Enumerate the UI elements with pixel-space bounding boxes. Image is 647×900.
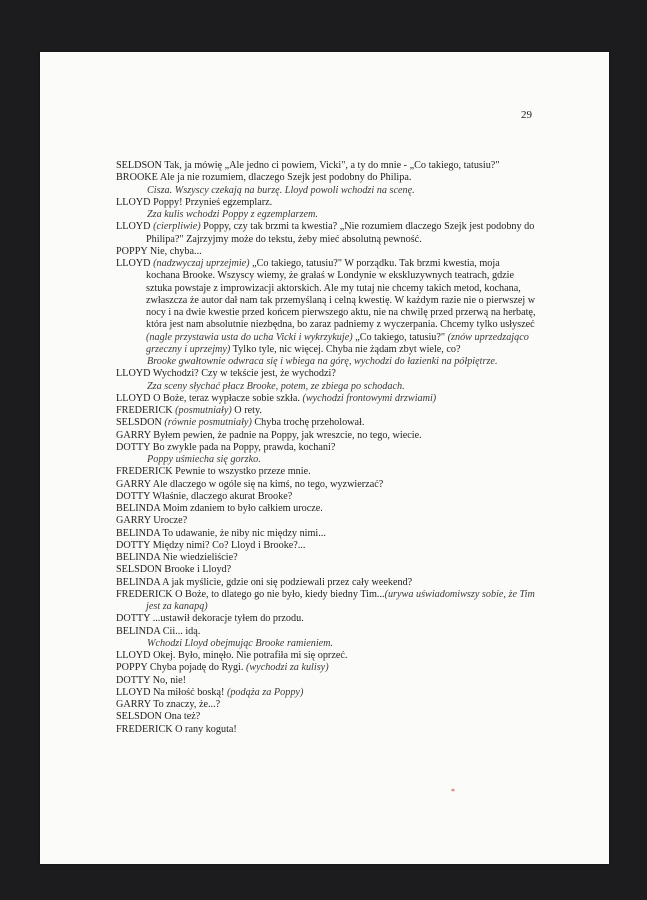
dialogue-text: Nie wiedzieliście? (160, 552, 238, 563)
dialogue-line (116, 613, 536, 625)
dialogue-line (116, 393, 536, 405)
dialogue-line (116, 687, 536, 699)
dialogue-text: Moim zdaniem to było całkiem urocze. (160, 503, 323, 514)
dialogue-line (116, 564, 536, 576)
dialogue-text: Na miłość boską! (150, 686, 227, 698)
dialogue-text: Poppy, czy tak brzmi ta kwestia? „Nie rozumiem dlaczego Szejk jest podobny do Philipa?" Zajrzyjmy może do tekstu, żeby mieć absolutną pewność. (146, 221, 535, 245)
dialogue-text: Właśnie, dlaczego akurat Brooke? (150, 490, 293, 502)
dialogue-text: To udawanie, że niby nic między nimi... (160, 527, 326, 539)
stage-direction: Zza kulis wchodzi Poppy z egzemplarzem. (147, 209, 318, 220)
dialogue-line (116, 442, 536, 454)
speaker-name: LLOYD (116, 221, 151, 233)
stage-direction: Zza sceny słychać płacz Brooke, potem, ze zbiega po schodach. (147, 380, 405, 392)
dialogue-text: „Co takiego, tatusiu?" W porządku. Tak brzmi kwestia, moja kochana Brooke. Wszyscy wiemy, że grałaś w Londynie w ekskluzywnych teatrach, gdzie sztuka powstaje z improwizacji aktorskich. Ale my tutaj nie chcemy takich metod, kochana, zwłaszcza że autor dał nam tak przemyślaną i celną kwestię. W każdym razie nie o pierwszej w nocy i na dwie kwestie przed końcem pierwszego aktu, nie na chwilę przed przerwą na herbatę, która jest nam absolutnie niezbędna, bo zaraz padniemy z wyczerpania. Chcemy tylko usłyszeć (146, 258, 536, 331)
dialogue-text: Pewnie to wszystko przeze mnie. (172, 466, 311, 478)
dialogue-line (116, 662, 536, 674)
speaker-name: SELSDON (116, 417, 162, 429)
script-body (116, 160, 536, 736)
dialogue-line (116, 724, 536, 736)
dialogue-text: O Boże, to dlatego go nie było, kiedy biedny Tim... (172, 588, 385, 600)
speaker-name: SELSDON (116, 711, 162, 723)
dialogue-line (116, 589, 536, 614)
inline-direction: (urywa uświadomiwszy sobie, że Tim jest za kanapą) (146, 588, 535, 612)
dialogue-line (116, 675, 536, 687)
dialogue-text: Nie, chyba... (147, 245, 202, 257)
dialogue-text: Bo zwykle pada na Poppy, prawda, kochani? (150, 441, 336, 453)
speaker-name: FREDERICK (116, 588, 173, 600)
speaker-name: GARRY (116, 515, 151, 527)
dialogue-text: Tak, ja mówię „Ale jedno ci powiem, Vicki", a ty do mnie - „Co takiego, tatusiu?" (161, 160, 500, 171)
red-mark: * (451, 787, 455, 796)
dialogue-text: Byłem pewien, że padnie na Poppy, jak wreszcie, no tego, wiecie. (150, 429, 422, 441)
dialogue-text: Okej. Było, minęło. Nie potrafiła mi się oprzeć. (150, 650, 348, 661)
speaker-name: LLOYD (116, 368, 151, 380)
dialogue-text: Poppy! Przynieś egzemplarz. (150, 196, 273, 208)
dialogue-text: Ona też? (161, 711, 201, 723)
dialogue-text: A jak myślicie, gdzie oni się podziewali przez cały weekend? (160, 576, 413, 588)
speaker-name: BELINDA (116, 576, 161, 588)
speaker-name: LLOYD (116, 686, 151, 698)
dialogue-line (116, 699, 536, 711)
dialogue-line (116, 368, 536, 380)
dialogue-text: To znaczy, że...? (150, 699, 221, 710)
dialogue-line (116, 626, 536, 638)
speaker-name: BELINDA (116, 503, 161, 514)
dialogue-text: O rety. (231, 405, 262, 416)
inline-direction: (nagle przystawia usta do ucha Vicki i wykrzykuje) (146, 331, 353, 343)
speaker-name: POPPY (116, 662, 148, 674)
page-number: 29 (521, 109, 532, 121)
speaker-name: DOTTY (116, 539, 151, 551)
dialogue-line (116, 221, 536, 246)
speaker-name: GARRY (116, 699, 151, 710)
dialogue-line (116, 405, 536, 417)
dialogue-line (116, 466, 536, 478)
speaker-name: DOTTY (116, 490, 151, 502)
dialogue-text: Ale ja nie rozumiem, dlaczego Szejk jest podobny do Philipa. (157, 172, 412, 184)
dialogue-text: O Boże, teraz wypłacze sobie szkła. (150, 392, 303, 404)
speaker-name: LLOYD (116, 196, 151, 208)
dialogue-line (116, 515, 536, 527)
inline-direction: (podąża za Poppy) (226, 686, 304, 698)
inline-direction: (cierpliwie) (153, 221, 201, 233)
speaker-name: BELINDA (116, 625, 161, 637)
speaker-name: DOTTY (116, 441, 151, 453)
speaker-name: BELINDA (116, 527, 161, 539)
dialogue-text: No, nie! (150, 674, 187, 686)
dialogue-line (116, 540, 536, 552)
speaker-name: LLOYD (116, 392, 151, 404)
dialogue-line (116, 172, 536, 184)
stage-direction: Cisza. Wszyscy czekają na burzę. Lloyd powoli wchodzi na scenę. (147, 184, 415, 196)
inline-direction: (wychodzi frontowymi drzwiami) (302, 392, 437, 404)
dialogue-text: Chyba pojadę do Rygi. (147, 662, 246, 674)
speaker-name: LLOYD (116, 258, 151, 269)
dialogue-text: Wychodzi? Czy w tekście jest, że wychodzi? (150, 368, 336, 380)
dialogue-text: Chyba trochę przeholował. (251, 417, 365, 429)
speaker-name: FREDERICK (116, 466, 173, 478)
speaker-name: SELDSON (116, 160, 162, 171)
stage-direction: Brooke gwałtownie odwraca się i wbiega na górę, wychodzi do łazienki na półpiętrze. (147, 356, 498, 367)
inline-direction: (nadzwyczaj uprzejmie) (153, 258, 250, 269)
dialogue-line (116, 479, 536, 491)
dialogue-line (116, 258, 536, 356)
dialogue-line (116, 503, 536, 515)
dialogue-line (116, 711, 536, 723)
speaker-name: BELINDA (116, 552, 161, 563)
dialogue-text: Brooke i Lloyd? (161, 564, 232, 576)
stage-direction: Wchodzi Lloyd obejmując Brooke ramieniem. (147, 637, 334, 649)
speaker-name: POPPY (116, 245, 148, 257)
dialogue-line (116, 430, 536, 442)
dialogue-line (116, 552, 536, 564)
dialogue-line (116, 197, 536, 209)
speaker-name: LLOYD (116, 650, 151, 661)
speaker-name: FREDERICK (116, 405, 173, 416)
dialogue-text: „Co takiego, tatusiu?" (352, 331, 448, 343)
inline-direction: (posmutniały) (175, 405, 232, 416)
dialogue-line (116, 577, 536, 589)
inline-direction: (wychodzi za kulisy) (245, 662, 329, 674)
dialogue-text: ...ustawił dekoracje tyłem do przodu. (150, 613, 304, 625)
dialogue-line (116, 417, 536, 429)
dialogue-line (116, 246, 536, 258)
dialogue-text: Między nimi? Co? Lloyd i Brooke?... (150, 539, 306, 551)
dialogue-line (116, 528, 536, 540)
stage-direction: Poppy uśmiecha się gorzko. (147, 454, 261, 465)
speaker-name: GARRY (116, 478, 151, 490)
inline-direction: (równie posmutniały) (164, 417, 252, 429)
dialogue-line (116, 160, 536, 172)
speaker-name: SELSDON (116, 564, 162, 576)
speaker-name: BROOKE (116, 172, 158, 184)
dialogue-text: Urocze? (150, 515, 188, 527)
dialogue-line (116, 491, 536, 503)
dialogue-text: Tylko tyle, nic więcej. Chyba nie żądam zbyt wiele, co? (230, 343, 461, 355)
dialogue-text: Cii... idą. (160, 625, 201, 637)
dialogue-line (116, 650, 536, 662)
speaker-name: GARRY (116, 429, 151, 441)
inline-direction: (znów uprzedzająco grzeczny i uprzejmy) (146, 331, 529, 355)
speaker-name: DOTTY (116, 674, 151, 686)
speaker-name: DOTTY (116, 613, 151, 625)
speaker-name: FREDERICK (116, 723, 173, 735)
dialogue-text: Ale dlaczego w ogóle się na kimś, no tego, wyzwierzać? (150, 478, 384, 490)
dialogue-text: O rany koguta! (172, 723, 237, 735)
